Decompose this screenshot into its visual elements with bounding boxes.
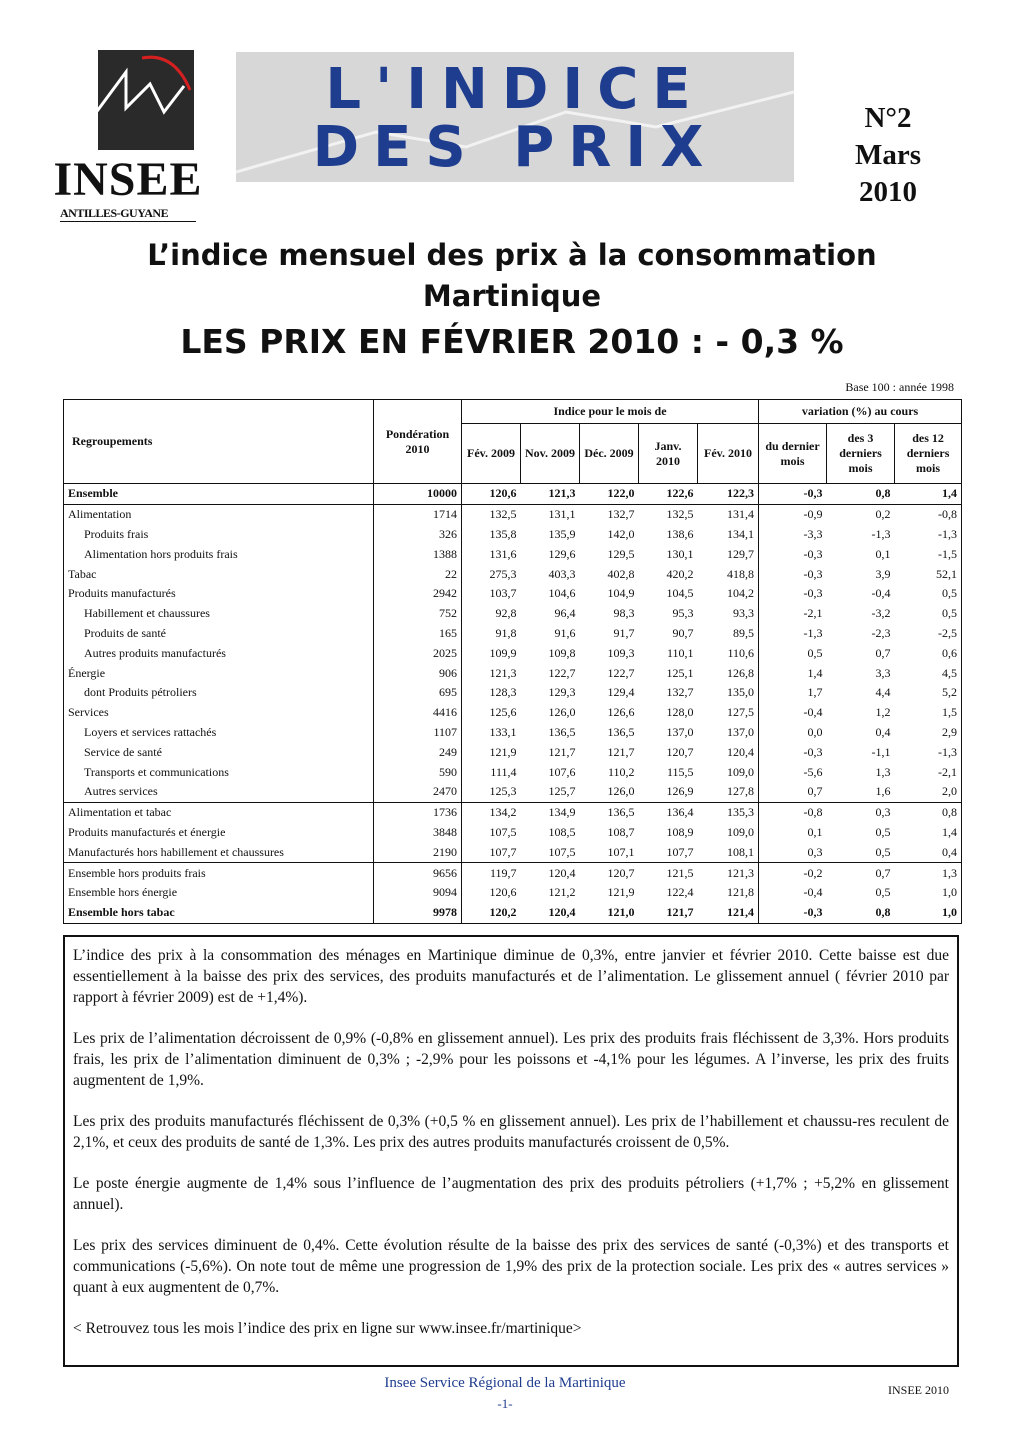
row-ponderation: 2470 [374, 782, 462, 802]
row-label: Énergie [64, 663, 374, 683]
row-index-value: 121,2 [548, 885, 576, 900]
row-index-value: 126,9 [639, 782, 698, 802]
row-variation-value: 0,7 [759, 782, 827, 802]
row-index-value: 127,8 [698, 782, 759, 802]
page-region: Martinique [422, 279, 602, 313]
row-index-value: 120,4 [521, 903, 580, 923]
row-index-value: 418,8 [727, 566, 755, 581]
row-index-value: 103,7 [462, 584, 521, 604]
col-header-regroupements: Regroupements [64, 400, 374, 484]
row-index-value: 122,4 [666, 885, 694, 900]
row-variation-value: 0,4 [895, 842, 962, 862]
row-ponderation: 1714 [374, 504, 462, 524]
row-variation-value: 5,2 [895, 683, 962, 703]
commentary-paragraph: Les prix des produits manufacturés fléchissent de 0,3% (+0,5 % en glissement annuel). Les prix de l’habillement et chaussu-res reculent de 2,1%, et ceux des produits de santé de 1,3%. Les prix des autres produits manufacturés croissent de 0,5%. [73, 1113, 949, 1151]
row-index-value: 420,2 [666, 566, 694, 581]
row-variation-value: 0,7 [827, 863, 895, 883]
row-index-value: 107,5 [521, 842, 580, 862]
row-index-value: 136,5 [607, 724, 635, 739]
col-header-month: Déc. 2009 [580, 424, 639, 484]
row-variation-value: -1,1 [871, 744, 891, 759]
row-variation-value: 0,6 [895, 643, 962, 663]
row-index-value: 104,9 [607, 586, 635, 601]
row-index-value: 136,4 [639, 802, 698, 822]
row-index-value: 108,5 [548, 824, 576, 839]
col-header-month: Janv. 2010 [639, 424, 698, 484]
row-index-value: 111,4 [462, 762, 521, 782]
row-index-value: 137,0 [666, 724, 694, 739]
row-index-value: 121,3 [521, 484, 580, 505]
row-index-value: 89,5 [733, 625, 755, 640]
row-variation-value: 1,4 [895, 484, 962, 505]
row-variation-value: 1,5 [895, 703, 962, 723]
table-row [64, 782, 962, 802]
row-variation-value: 1,4 [759, 663, 827, 683]
row-index-value: 129,6 [548, 546, 576, 561]
row-variation-value: 0,3 [827, 802, 895, 822]
row-index-value: 110,6 [727, 645, 755, 660]
row-index-value: 125,6 [462, 703, 521, 723]
row-index-value: 115,5 [666, 764, 694, 779]
row-index-value: 122,7 [607, 665, 635, 680]
row-index-value: 403,3 [548, 566, 576, 581]
row-index-value: 137,0 [727, 724, 755, 739]
col-header-ponderation: Pondération 2010 [374, 400, 462, 484]
row-ponderation: 1107 [374, 723, 462, 743]
row-index-value: 120,4 [727, 744, 755, 759]
row-index-value: 121,0 [580, 903, 639, 923]
online-link-text: < Retrouvez tous les mois l’indice des prix en ligne sur www.insee.fr/martinique> [73, 1320, 582, 1337]
row-variation-value: 0,5 [875, 885, 891, 900]
row-variation-value: 1,0 [895, 903, 962, 923]
row-index-value: 132,5 [462, 504, 521, 524]
row-index-value: 109,8 [548, 645, 576, 660]
row-index-value: 120,2 [462, 903, 521, 923]
row-index-value: 91,8 [462, 624, 521, 644]
row-label: Produits manufacturés et énergie [64, 823, 374, 843]
base-note: Base 100 : année 1998 [845, 380, 954, 394]
row-index-value: 107,7 [639, 842, 698, 862]
row-variation-value: -2,5 [895, 624, 962, 644]
col-header-indice-group: Indice pour le mois de [462, 400, 759, 424]
row-index-value: 128,0 [666, 705, 694, 720]
row-variation-value: -0,3 [759, 544, 827, 564]
row-index-value: 121,9 [462, 742, 521, 762]
row-index-value: 132,5 [639, 504, 698, 524]
row-index-value: 125,3 [462, 782, 521, 802]
table-row [64, 762, 962, 782]
row-index-value: 107,6 [548, 764, 576, 779]
row-label: Loyers et services rattachés [64, 723, 374, 743]
row-variation-value: 1,0 [895, 883, 962, 903]
row-variation-value: -0,3 [759, 564, 827, 584]
table-row [64, 823, 962, 843]
row-label: Ensemble hors énergie [64, 883, 374, 903]
row-index-value: 120,6 [462, 484, 521, 505]
row-index-value: 108,1 [698, 842, 759, 862]
row-index-value: 121,8 [727, 885, 755, 900]
row-index-value: 98,3 [613, 606, 635, 621]
row-index-value: 92,8 [462, 604, 521, 624]
col-header-variation: des 12 derniers mois [895, 424, 962, 484]
row-index-value: 95,3 [672, 606, 694, 621]
row-variation-value: -1,3 [871, 526, 891, 541]
row-index-value: 136,5 [580, 802, 639, 822]
row-label: dont Produits pétroliers [64, 683, 374, 703]
row-variation-value: -0,8 [759, 802, 827, 822]
row-index-value: 129,4 [607, 685, 635, 700]
row-index-value: 132,7 [666, 685, 694, 700]
row-ponderation: 1736 [374, 802, 462, 822]
row-variation-value: 0,5 [759, 643, 827, 663]
row-index-value: 108,7 [607, 824, 635, 839]
banner-line-1: L'INDICE [325, 57, 705, 122]
row-index-value: 91,6 [554, 625, 576, 640]
page-title: L’indice mensuel des prix à la consommation [147, 238, 877, 272]
table-row [64, 484, 962, 505]
row-index-value: 132,7 [580, 504, 639, 524]
row-index-value: 96,4 [554, 606, 576, 621]
table-row [64, 504, 962, 524]
row-index-value: 91,7 [613, 625, 635, 640]
row-variation-value: 1,3 [895, 863, 962, 883]
row-label: Ensemble [64, 484, 374, 505]
row-index-value: 93,3 [733, 606, 755, 621]
row-index-value: 126,0 [580, 782, 639, 802]
row-variation-value: 0,4 [875, 724, 891, 739]
row-index-value: 135,3 [698, 802, 759, 822]
row-index-value: 130,1 [666, 546, 694, 561]
row-variation-value: -0,3 [759, 742, 827, 762]
row-ponderation: 22 [374, 564, 462, 584]
row-index-value: 121,3 [462, 663, 521, 683]
row-variation-value: 0,2 [827, 504, 895, 524]
row-variation-value: 1,2 [875, 705, 891, 720]
row-index-value: 122,0 [580, 484, 639, 505]
row-index-value: 127,5 [727, 705, 755, 720]
row-index-value: 135,0 [727, 685, 755, 700]
row-index-value: 120,7 [580, 863, 639, 883]
row-index-value: 126,0 [548, 705, 576, 720]
row-variation-value: -0,2 [759, 863, 827, 883]
footer-service: Insee Service Régional de la Martinique [384, 1375, 626, 1391]
row-index-value: 125,1 [666, 665, 694, 680]
row-index-value: 121,3 [698, 863, 759, 883]
table-row [64, 643, 962, 663]
row-variation-value: -5,6 [759, 762, 827, 782]
row-index-value: 129,5 [607, 546, 635, 561]
row-index-value: 131,6 [462, 544, 521, 564]
row-index-value: 109,0 [727, 824, 755, 839]
issue-number: N°2 [864, 102, 912, 134]
row-index-value: 126,6 [607, 705, 635, 720]
row-variation-value: -0,4 [759, 883, 827, 903]
col-header-month: Nov. 2009 [521, 424, 580, 484]
row-index-value: 104,2 [727, 586, 755, 601]
row-variation-value: -1,3 [895, 742, 962, 762]
col-header-month: Fév. 2010 [698, 424, 759, 484]
row-variation-value: 0,0 [759, 723, 827, 743]
row-variation-value: 0,5 [875, 824, 891, 839]
row-index-value: 128,3 [462, 683, 521, 703]
row-label: Produits manufacturés [64, 584, 374, 604]
row-index-value: 131,1 [521, 504, 580, 524]
row-variation-value: -3,3 [759, 525, 827, 545]
row-index-value: 131,4 [698, 504, 759, 524]
row-ponderation: 9656 [374, 863, 462, 883]
row-ponderation: 1388 [374, 544, 462, 564]
row-index-value: 109,9 [462, 643, 521, 663]
insee-logo-subtitle: ANTILLES-GUYANE [60, 206, 196, 222]
row-variation-value: -0,8 [895, 504, 962, 524]
row-variation-value: -1,3 [895, 525, 962, 545]
table-row [64, 683, 962, 703]
row-index-value: 109,0 [727, 764, 755, 779]
row-label: Service de santé [64, 742, 374, 762]
footer-copyright: INSEE 2010 [888, 1383, 949, 1397]
row-variation-value: 0,1 [759, 823, 827, 843]
row-label: Alimentation [64, 504, 374, 524]
col-header-variation: du dernier mois [759, 424, 827, 484]
row-ponderation: 906 [374, 663, 462, 683]
table-row [64, 525, 962, 545]
row-index-value: 108,9 [666, 824, 694, 839]
row-index-value: 109,3 [607, 645, 635, 660]
row-label: Alimentation hors produits frais [64, 544, 374, 564]
row-variation-value: 52,1 [895, 564, 962, 584]
row-index-value: 121,4 [698, 903, 759, 923]
row-index-value: 129,3 [548, 685, 576, 700]
row-variation-value: 4,5 [895, 663, 962, 683]
row-variation-value: 0,5 [895, 604, 962, 624]
table-row [64, 903, 962, 923]
row-variation-value: 0,8 [827, 903, 895, 923]
row-index-value: 122,6 [639, 484, 698, 505]
row-index-value: 135,8 [462, 525, 521, 545]
row-variation-value: 0,8 [827, 484, 895, 505]
row-index-value: 402,8 [607, 566, 635, 581]
row-label: Ensemble hors tabac [64, 903, 374, 923]
row-ponderation: 9978 [374, 903, 462, 923]
insee-logo-text: INSEE [53, 153, 203, 206]
row-index-value: 129,7 [727, 546, 755, 561]
row-ponderation: 2942 [374, 584, 462, 604]
row-index-value: 121,9 [607, 885, 635, 900]
row-variation-value: 1,3 [875, 764, 891, 779]
row-index-value: 110,1 [666, 645, 694, 660]
row-index-value: 136,5 [548, 724, 576, 739]
col-header-variation-group: variation (%) au cours [759, 400, 962, 424]
row-index-value: 107,5 [462, 823, 521, 843]
row-label: Tabac [64, 564, 374, 584]
row-index-value: 110,2 [607, 764, 635, 779]
row-index-value: 121,7 [548, 744, 576, 759]
row-variation-value: -0,3 [759, 484, 827, 505]
logo-chart-icon [98, 50, 194, 150]
table-row [64, 802, 962, 822]
commentary-paragraph: Les prix de l’alimentation décroissent de 0,9% (-0,8% en glissement annuel). Les prix des produits frais fléchissent de 3,3%. Hors produits frais, les prix de l’alimentation diminuent de 0,3% ; -2,9% pour les poissons et -4,1% pour les légumes. A l’inverse, les prix des fruits augmentent de 1,9%. [73, 1030, 949, 1089]
table-row [64, 584, 962, 604]
price-index-table [63, 399, 961, 924]
row-label: Ensemble hors produits frais [64, 863, 374, 883]
table-row [64, 564, 962, 584]
row-ponderation: 165 [374, 624, 462, 644]
row-label: Habillement et chaussures [64, 604, 374, 624]
row-index-value: 134,2 [462, 802, 521, 822]
row-variation-value: 0,5 [895, 584, 962, 604]
row-ponderation: 2025 [374, 643, 462, 663]
row-index-value: 142,0 [607, 526, 635, 541]
footer-page-number: -1- [497, 1396, 513, 1411]
row-variation-value: 3,3 [875, 665, 891, 680]
row-variation-value: 0,1 [875, 546, 891, 561]
row-label: Autres produits manufacturés [64, 643, 374, 663]
row-index-value: 122,3 [698, 484, 759, 505]
row-index-value: 122,7 [548, 665, 576, 680]
row-ponderation: 3848 [374, 823, 462, 843]
row-variation-value: -0,3 [759, 903, 827, 923]
row-ponderation: 326 [374, 525, 462, 545]
commentary-paragraph: Les prix des services diminuent de 0,4%. Cette évolution résulte de la baisse des prix des services de santé (-0,3%) et des transports et communications (-5,6%). On note tout de même une progression de 1,9% des prix de la protection sociale. Les prix des « autres services » quant à eux augmentent de 0,7%. [73, 1237, 949, 1296]
row-variation-value: 0,3 [759, 842, 827, 862]
table-row [64, 604, 962, 624]
row-ponderation: 4416 [374, 703, 462, 723]
row-variation-value: 2,9 [895, 723, 962, 743]
row-variation-value: 2,0 [895, 782, 962, 802]
row-ponderation: 10000 [374, 484, 462, 505]
row-label: Manufacturés hors habillement et chaussures [64, 842, 374, 862]
row-ponderation: 695 [374, 683, 462, 703]
row-label: Produits de santé [64, 624, 374, 644]
publication-banner [236, 52, 794, 182]
row-variation-value: -1,5 [895, 544, 962, 564]
row-index-value: 133,1 [462, 723, 521, 743]
row-label: Autres services [64, 782, 374, 802]
banner-line-2: DES PRIX [312, 115, 718, 180]
row-variation-value: 0,8 [895, 802, 962, 822]
row-variation-value: -0,4 [759, 703, 827, 723]
row-index-value: 121,5 [639, 863, 698, 883]
table-row [64, 624, 962, 644]
row-variation-value: -2,1 [759, 604, 827, 624]
row-index-value: 125,7 [521, 782, 580, 802]
row-index-value: 134,9 [521, 802, 580, 822]
page-headline: LES PRIX EN FÉVRIER 2010 : - 0,3 % [180, 322, 844, 361]
row-variation-value: 3,9 [875, 566, 891, 581]
issue-year: 2010 [859, 176, 917, 208]
row-index-value: 126,8 [727, 665, 755, 680]
row-variation-value: -1,3 [759, 624, 827, 644]
row-index-value: 138,6 [666, 526, 694, 541]
commentary-box [63, 935, 959, 1367]
table-row [64, 544, 962, 564]
row-variation-value: -3,2 [871, 606, 891, 621]
row-index-value: 107,1 [580, 842, 639, 862]
row-variation-value: -2,3 [871, 625, 891, 640]
row-index-value: 120,4 [521, 863, 580, 883]
row-variation-value: 4,4 [875, 685, 891, 700]
row-index-value: 107,7 [462, 842, 521, 862]
row-variation-value: 0,5 [827, 842, 895, 862]
row-variation-value: -0,9 [759, 504, 827, 524]
col-header-variation: des 3 derniers mois [827, 424, 895, 484]
issue-month: Mars [854, 139, 922, 171]
row-ponderation: 9094 [374, 883, 462, 903]
row-label: Produits frais [64, 525, 374, 545]
row-index-value: 120,7 [666, 744, 694, 759]
row-index-value: 275,3 [462, 564, 521, 584]
table-row [64, 703, 962, 723]
row-label: Alimentation et tabac [64, 802, 374, 822]
commentary-paragraph: Le poste énergie augmente de 1,4% sous l’influence de l’augmentation des prix des produits pétroliers (+1,7% ; +5,2% en glissement annuel). [73, 1175, 949, 1213]
row-ponderation: 590 [374, 762, 462, 782]
row-index-value: 134,1 [727, 526, 755, 541]
table-row [64, 842, 962, 862]
insee-logo-mark [98, 50, 194, 150]
row-ponderation: 2190 [374, 842, 462, 862]
col-header-month: Fév. 2009 [462, 424, 521, 484]
commentary-paragraph: L’indice des prix à la consommation des ménages en Martinique diminue de 0,3%, entre janvier et février 2010. Cette baisse est due essentiellement à la baisse des prix des services, des produits manufacturés et de l’alimentation. Le glissement annuel ( février 2010 par rapport à février 2009) est de +1,4%). [73, 947, 949, 1006]
row-index-value: 120,6 [462, 883, 521, 903]
row-variation-value: 1,7 [759, 683, 827, 703]
row-ponderation: 752 [374, 604, 462, 624]
row-ponderation: 249 [374, 742, 462, 762]
row-index-value: 121,7 [639, 903, 698, 923]
row-label: Transports et communications [64, 762, 374, 782]
table-row [64, 863, 962, 883]
table-row [64, 742, 962, 762]
issue-info [842, 100, 934, 211]
row-index-value: 104,5 [666, 586, 694, 601]
table-row [64, 663, 962, 683]
row-variation-value: 1,4 [895, 823, 962, 843]
table-row [64, 883, 962, 903]
row-index-value: 90,7 [672, 625, 694, 640]
row-variation-value: 1,6 [827, 782, 895, 802]
row-label: Services [64, 703, 374, 723]
row-index-value: 104,6 [548, 586, 576, 601]
row-index-value: 135,9 [548, 526, 576, 541]
row-index-value: 121,7 [607, 744, 635, 759]
row-variation-value: -2,1 [895, 762, 962, 782]
row-variation-value: 0,7 [875, 645, 891, 660]
row-index-value: 119,7 [462, 863, 521, 883]
table-row [64, 723, 962, 743]
row-variation-value: -0,4 [871, 586, 891, 601]
row-variation-value: -0,3 [759, 584, 827, 604]
